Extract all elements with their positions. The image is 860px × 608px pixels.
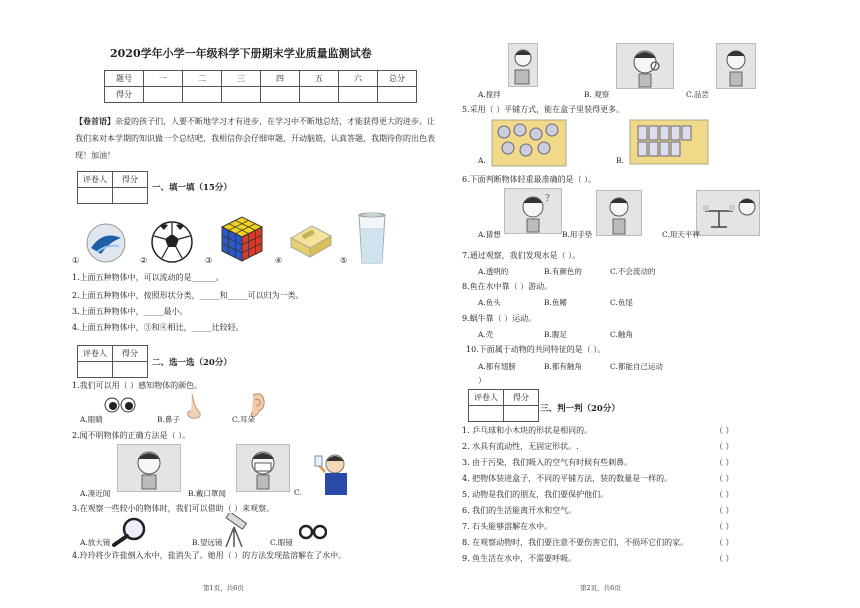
q7-option-b[interactable]: B.有颜色的 xyxy=(544,267,582,276)
eyeglasses-icon xyxy=(299,522,327,540)
score-input-cell[interactable] xyxy=(222,87,261,103)
q9-option-a[interactable]: A.壳 xyxy=(478,330,494,339)
judge-statement-6: 6. 我们的生活能离开水和空气。 xyxy=(462,506,577,515)
grader-label: 评卷人 xyxy=(78,346,113,362)
object-label-4: ④ xyxy=(275,256,283,265)
grader-input-cell[interactable] xyxy=(78,362,113,378)
grader-label: 得分 xyxy=(504,390,539,406)
grader-table xyxy=(77,171,148,204)
marble-icon xyxy=(85,222,127,264)
q7-option-a[interactable]: A.透明的 xyxy=(478,267,509,276)
glass-of-water-icon xyxy=(356,212,388,266)
grader-input-cell[interactable] xyxy=(113,188,148,204)
score-input-cell[interactable] xyxy=(300,87,339,103)
judge-statement-8: 8. 在观察动物时，我们要注意不要伤害它们，不损坏它们的家。 xyxy=(462,538,689,547)
question-6: 6.下面判断物体轻重最准确的是（ ）。 xyxy=(462,175,597,184)
page-footer: 第2页，共6页 xyxy=(580,584,621,592)
child-guessing-picture xyxy=(504,188,562,234)
q8-option-b[interactable]: B.鱼鳍 xyxy=(544,298,567,307)
child-stirring-picture xyxy=(508,43,538,87)
q6-option-c[interactable]: C.用天平秤 xyxy=(662,230,700,239)
judge-answer-6[interactable]: （ ） xyxy=(715,506,734,515)
q1-option-c[interactable]: C.耳朵 xyxy=(232,415,255,424)
object-label-1: ① xyxy=(72,256,80,265)
judge-answer-2[interactable]: （ ） xyxy=(715,442,734,451)
question-8: 8.鱼在水中靠（ ）游动。 xyxy=(462,282,553,291)
q8-option-a[interactable]: A.鱼头 xyxy=(478,298,501,307)
svg-text:?: ? xyxy=(545,194,550,204)
eraser-icon xyxy=(288,222,334,260)
q6-option-a[interactable]: A.猜想 xyxy=(478,230,501,239)
nose-icon xyxy=(184,393,204,421)
child-fanning-smell-picture xyxy=(313,450,353,496)
score-cell: 三 xyxy=(222,71,261,87)
grader-label: 得分 xyxy=(113,346,148,362)
score-cell: 一 xyxy=(144,71,183,87)
box-with-tilted-rolls-picture xyxy=(490,118,568,168)
q10-option-b[interactable]: B.都有触角 xyxy=(544,362,582,371)
grader-label: 评卷人 xyxy=(78,172,113,188)
judge-answer-3[interactable]: （ ） xyxy=(715,458,734,467)
q4-option-b[interactable]: B. 观察 xyxy=(584,90,610,99)
s1-question-4: 4.上面五种物体中，③和④相比，_____比较轻。 xyxy=(72,323,244,332)
q6-option-b[interactable]: B.用手垫 xyxy=(562,230,593,239)
s1-question-1: 1.上面五种物体中，可以流动的是______。 xyxy=(72,273,224,282)
q9-option-b[interactable]: B.腹足 xyxy=(544,330,567,339)
question-5: 5.采用（ ）平铺方式，能在盒子里装得更多。 xyxy=(462,105,625,114)
judge-statement-7: 7. 石头能够溶解在水中。 xyxy=(462,522,553,531)
section2-title: 二、选一选（20分） xyxy=(152,358,232,368)
score-cell: 题号 xyxy=(105,71,144,87)
q10-option-a[interactable]: A.都有翅膀 xyxy=(478,362,516,371)
score-cell: 四 xyxy=(261,71,300,87)
q3-option-c[interactable]: C.眼镜 xyxy=(270,538,293,547)
s1-question-2: 2.上面五种物体中，按照形状分类，_____和_____可以归为一类。 xyxy=(72,291,304,300)
right-page xyxy=(440,0,860,608)
score-input-cell[interactable] xyxy=(144,87,183,103)
child-smelling-closely-picture xyxy=(117,444,181,492)
q5-option-a[interactable]: A. xyxy=(478,156,486,165)
q2-option-b[interactable]: B.戴口罩闻 xyxy=(188,489,226,498)
q2-option-a[interactable]: A.凑近闻 xyxy=(80,489,111,498)
judge-statement-3: 3. 由于污染，我们吸入的空气有时候有些刺鼻。 xyxy=(462,458,633,467)
q5-option-b[interactable]: B. xyxy=(616,156,624,165)
q4-option-c[interactable]: C.品尝 xyxy=(686,90,709,99)
score-input-cell[interactable] xyxy=(339,87,378,103)
judge-statement-4: 4. 把物体装进盒子，不同的平铺方法，装的数量是一样的。 xyxy=(462,474,673,483)
score-input-cell[interactable] xyxy=(378,87,417,103)
soccer-ball-icon xyxy=(150,220,194,264)
s2-question-2: 2.闻不明物体的正确方法是（ ）。 xyxy=(72,431,191,440)
q10-tail: ） xyxy=(478,376,486,385)
intro-label: 【卷首语】 xyxy=(75,116,115,126)
q3-option-a[interactable]: A.放大镜 xyxy=(80,538,111,547)
intro-paragraph xyxy=(75,113,435,164)
question-9: 9.蜗牛靠（ ）运动。 xyxy=(462,314,537,323)
score-table-score-row xyxy=(105,87,417,103)
grader-table xyxy=(77,345,148,378)
child-tasting-picture xyxy=(716,43,756,89)
score-cell: 总分 xyxy=(378,71,417,87)
child-observing-picture xyxy=(616,43,674,89)
score-input-cell[interactable] xyxy=(261,87,300,103)
q8-option-c[interactable]: C.鱼尾 xyxy=(610,298,633,307)
question-10: 10.下面属于动物的共同特征的是（ ）。 xyxy=(466,345,606,354)
rubiks-cube-icon xyxy=(218,213,266,263)
grader-label: 得分 xyxy=(113,172,148,188)
q9-option-c[interactable]: C.触角 xyxy=(610,330,633,339)
q1-option-a[interactable]: A.眼睛 xyxy=(80,415,103,424)
judge-answer-8[interactable]: （ ） xyxy=(715,538,734,547)
intro-text: 亲爱的孩子们，人要不断地学习才有进步，在学习中不断地总结，才能获得更大的进步。让我们来对本学期的知识做一个总结吧，我相信你会仔细审题，开动脑筋，认真答题，我期待你的出色表现！加油！ xyxy=(75,117,435,160)
judge-answer-1[interactable]: （ ） xyxy=(715,426,734,435)
grader-input-cell[interactable] xyxy=(113,362,148,378)
eyes-icon xyxy=(104,397,136,413)
child-with-mask-picture xyxy=(236,444,290,492)
q1-option-b[interactable]: B.鼻子 xyxy=(157,415,180,424)
grader-table xyxy=(468,389,539,422)
s2-question-4: 4.玲玲将少许盐倒入水中，盐消失了。她用（ ）的方法发现盐溶解在了水中。 xyxy=(72,551,347,560)
score-cell: 五 xyxy=(300,71,339,87)
magnifying-glass-icon xyxy=(110,517,150,547)
judge-answer-9[interactable]: （ ） xyxy=(715,554,734,563)
score-input-cell[interactable] xyxy=(183,87,222,103)
exam-title: 2020学年小学一年级科学下册期末学业质量监测试卷 xyxy=(110,47,372,60)
section1-title: 一、填一填（15分） xyxy=(152,183,232,193)
grader-input-cell[interactable] xyxy=(504,406,539,422)
score-table xyxy=(104,70,417,103)
score-cell: 六 xyxy=(339,71,378,87)
judge-answer-7[interactable]: （ ） xyxy=(715,522,734,531)
score-cell: 二 xyxy=(183,71,222,87)
section3-title: 三、判一判（20分） xyxy=(540,404,620,414)
question-7: 7.通过观察，我们发现水是（ ）。 xyxy=(462,251,581,260)
score-cell: 得分 xyxy=(105,87,144,103)
object-label-3: ③ xyxy=(205,256,213,265)
s2-question-1: 1.我们可以用（ ）感知物体的颜色。 xyxy=(72,381,203,390)
child-weighing-by-hand-picture xyxy=(596,190,642,236)
q10-option-c[interactable]: C.都能自己运动 xyxy=(610,362,663,371)
judge-answer-5[interactable]: （ ） xyxy=(715,490,734,499)
judge-statement-5: 5. 动物是我们的朋友，我们要保护他们。 xyxy=(462,490,609,499)
q2-option-c[interactable]: C. xyxy=(294,488,302,497)
judge-statement-9: 9. 鱼生活在水中，不需要呼吸。 xyxy=(462,554,577,563)
telescope-icon xyxy=(220,513,248,549)
judge-statement-2: 2. 水具有流动性，无固定形状。. xyxy=(462,442,579,451)
s1-question-3: 3.上面五种物体中，_____最小。 xyxy=(72,307,188,316)
object-label-2: ② xyxy=(140,256,148,265)
grader-label: 评卷人 xyxy=(469,390,504,406)
child-using-balance-picture xyxy=(696,190,760,236)
score-table-header-row xyxy=(105,71,417,87)
box-with-aligned-rolls-picture xyxy=(628,118,710,166)
judge-statement-1: 1. 乒乓球和小木块的形状是相同的。 xyxy=(462,426,593,435)
s2-question-3: 3.在观察一些较小的物体时，我们可以借助（ ）来观察。 xyxy=(72,504,275,513)
object-label-5: ⑤ xyxy=(340,256,348,265)
judge-answer-4[interactable]: （ ） xyxy=(715,474,734,483)
grader-input-cell[interactable] xyxy=(469,406,504,422)
q3-option-b[interactable]: B.望远镜 xyxy=(192,538,223,547)
q7-option-c[interactable]: C.不会流动的 xyxy=(610,267,656,276)
grader-input-cell[interactable] xyxy=(78,188,113,204)
page-footer: 第1页，共6页 xyxy=(203,584,244,592)
q4-option-a[interactable]: A.搅拌 xyxy=(478,90,501,99)
